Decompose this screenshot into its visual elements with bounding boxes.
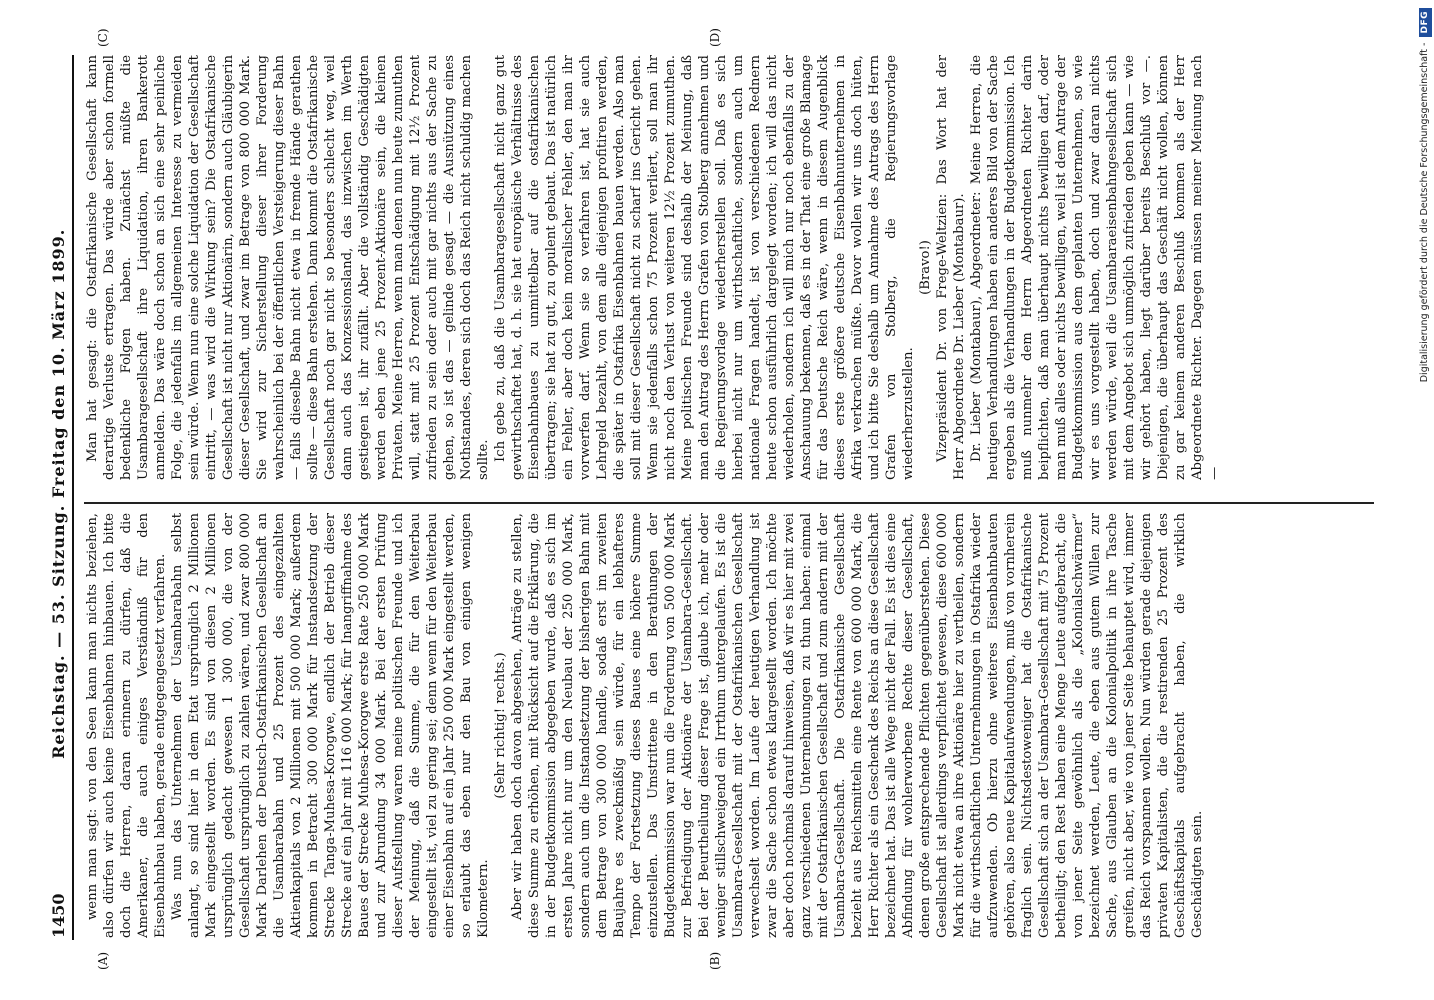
margin-mark-b: (B) xyxy=(708,951,722,970)
paragraph: Ich gebe zu, daß die Usambaragesellschaft nicht ganz gut gewirthschaftet hat, d. h. sie hat europäische Verhältnisse des Eisenbahnbaues zu unmittelbar auf die ostafrikanischen übertragen; sie hat zu gut, zu opulent gebaut. Das ist natürlich ein Fehler, aber doch kein moralischer Fehler, den man ihr vorwerfen darf. Wenn sie so verfahren ist, hat sie auch Lehrgeld bezahlt, von dem alle diejenigen profitiren werden, die später in Ostafrika Eisenbahnen bauen werden. Also man soll mit dieser Gesellschaft nicht zu scharf ins Gericht gehen. Wenn sie jedenfalls schon 75 Prozent verliert, soll man ihr nicht noch den Verlust von weiteren 12½ Prozent zumuthen. Meine politischen Freunde sind deshalb der Meinung, daß man den Antrag des Herrn Grafen von Stolberg annehmen und die Regierungsvorlage wiederherstellen soll. Daß es sich hierbei nicht nur um wirthschaftliche, sondern auch um nationale Fragen handelt, ist von verschiedenen Rednern heute schon ausführlich dargelegt worden; ich will das nicht wiederholen, sondern ich will mich nur noch ebenfalls zu der Anschauung bekennen, daß es in der That eine große Blamage für das Deutsche Reich wäre, wenn in diesem Augenblick dieses erste größere deutsche Eisenbahnunternehmen in Afrika verkrachen müßte. Davor wollen wir uns doch hüten, und ich bitte Sie deshalb um Annahme des Antrags des Herrn Grafen von Stolberg, die Regierungsvorlage wiederherzustellen. xyxy=(493,55,916,480)
header-rule xyxy=(72,55,74,940)
column-rule xyxy=(84,503,1374,505)
dfg-logo: DFG xyxy=(1419,8,1432,37)
right-column xyxy=(84,55,1384,480)
paragraph: Vizepräsident Dr. von Frege-Weltzien: Das Wort hat der Herr Abgeordnete Dr. Lieber (Montabaur). xyxy=(935,55,967,480)
interjection: (Sehr richtig! rechts.) xyxy=(493,652,508,799)
paragraph: Dr. Lieber (Montabaur), Abgeordneter: Meine Herren, die heutigen Verhandlungen haben ein anderes Bild von der Sache ergeben als die Verhandlungen in der Budgetkommission. Ich muß nunmehr dem Herrn Abgeordneten Richter darin beipflichten, daß man überhaupt nichts bewilligen darf, oder man muß alles oder nichts bewilligen, weil ist dem Antrage der Budgetkommission aus dem geplanten Unternehmen, so wie wir es uns vorgestellt haben, doch und zwar daran nichts werden würde, weil die Usambaraeisenbahngesellschaft sich mit dem Angebot sich unmöglich zufrieden geben kann — wie wir gehört haben, liegt darüber bereits Beschluß vor —. Diejenigen, die überhaupt das Geschäft nicht wollen, können zu gar keinem anderen Beschluß kommen als der Herr Abgeordnete Richter. Dagegen müssen meiner Meinung nach — xyxy=(969,55,1222,480)
credit-text: Digitalisierung gefördert durch die Deutsche Forschungsgemeinschaft - xyxy=(1419,42,1430,383)
margin-mark-a: (A) xyxy=(96,951,110,970)
paragraph: Was nun das Unternehmen der Usambarabahn selbst anlangt, so sind hier in dem Etat ursprünglich 2 Millionen Mark eingestellt worden. Es sind von diesen 2 Millionen ursprünglich gedacht gewesen 1 300 000, die von der Gesellschaft ursprünglich zu zahlen wären, und zwar 800 000 Mark Darlehen der Deutsch-Ostafrikanischen Gesellschaft an die Usambarabahn und 25 Prozent des eingezahlten Aktienkapitals von 2 Millionen mit 500 000 Mark; außerdem kommen in Betracht 300 000 Mark für Instandsetzung der Strecke Tanga-Muhesa-Korogwe, endlich der Betrieb dieser Strecke auf ein Jahr mit 116 000 Mark; für Inangriffnahme des Baues der Strecke Muhesa-Korogwe erste Rate 250 000 Mark und zur Abrundung 34 000 Mark. Bei der ersten Prüfung dieser Aufstellung waren meine politischen Freunde und ich der Meinung, daß die Summe, die für den Weiterbau eingestellt ist, viel zu gering sei; denn wenn für den Weiterbau einer Eisenbahn auf ein Jahr 250 000 Mark eingestellt werden, so erlaubt das eben nur den Bau von einigen wenigen Kilometern. xyxy=(170,513,491,938)
paragraph: Man hat gesagt: die Ostafrikanische Gesellschaft kann derartige Verluste ertragen. Das würde aber schon formell bedenkliche Folgen haben. Zunächst müßte die Usambaragesellschaft ihre Liquidation, ihren Bankerott anmelden. Das wäre doch schon an sich eine sehr peinliche Folge, die jedenfalls im allgemeinen Interesse zu vermeiden sein würde. Wenn nun eine solche Liquidation der Gesellschaft eintritt, — was wird die Wirkung sein? Die Ostafrikanische Gesellschaft ist nicht nur Aktionärin, sondern auch Gläubigerin dieser Gesellschaft, und zwar im Betrage von 800 000 Mark. Sie wird zur Sicherstellung dieser ihrer Forderung wahrscheinlich bei der öffentlichen Versteigerung dieser Bahn — falls dieselbe Bahn nicht etwa in fremde Hände gerathen sollte — diese Bahn erstehen. Dann kommt die Ostafrikanische Gesellschaft noch gar nicht so besonders schlecht weg, weil dann auch das Konzessionsland, das inzwischen im Werth gestiegen ist, ihr zufällt. Aber die vollständig Geschädigten werden eben jene 25 Prozent-Aktionäre sein, die kleinen Privaten. Meine Herren, wenn man denen nun heute zumuthen will, statt mit 25 Prozent Entschädigung mit 12½ Prozent zufrieden zu sein oder auch mit gar nichts aus der Sache zu gehen, so ist das — gelinde gesagt — die Ausnützung eines Nothstandes, deren sich doch das Reich nicht schuldig machen sollte. xyxy=(85,55,491,480)
paragraph: wenn man sagt: von den Seen kann man nichts beziehen, also dürfen wir auch keine Eisenbahnen hinbauen. Ich bitte doch die Herren, daran erinnern zu dürfen, daß die Amerikaner, die auch einiges Verständniß für den Eisenbahnbau haben, gerade entgegengesetzt verfahren. xyxy=(85,513,168,938)
interjection: (Bravo!) xyxy=(918,240,933,295)
page-number: 1450 xyxy=(49,893,68,938)
page-header xyxy=(44,58,68,938)
page-title: Reichstag. — 53. Sitzung. Freitag den 10. März 1899. xyxy=(49,228,68,759)
paragraph: Aber wir haben doch davon abgesehen, Anträge zu stellen, diese Summe zu erhöhen, mit Rücksicht auf die Erklärung, die in der Budgetkommission abgegeben wurde, daß es sich im ersten Jahre nicht nur um den Neubau der 250 000 Mark, sondern auch um die Instandsetzung der bisherigen Bahn mit dem Betrage von 300 000 handle, sodaß erst im zweiten Baujahre es zweckmäßig sein würde, für ein lebhafteres Tempo der Fortsetzung dieses Baues eine höhere Summe einzustellen. Das Umstrittene in den Berathungen der Budgetkommission war nun die Forderung von 500 000 Mark zur Befriedigung der Aktionäre der Usambara-Gesellschaft. Bei der Beurtheilung dieser Frage ist, glaube ich, mehr oder weniger stillschweigend ein Irrthum untergelaufen. Es ist die Usambara-Gesellschaft mit der Ostafrikanischen Gesellschaft verwechselt worden. Im Laufe der heutigen Verhandlung ist zwar die Sache schon etwas klargestellt worden. Ich möchte aber doch nochmals darauf hinweisen, daß wir es hier mit zwei ganz verschiedenen Unternehmungen zu thun haben: einmal mit der Ostafrikanischen Gesellschaft und zum andern mit der Usambara-Gesellschaft. Die Ostafrikanische Gesellschaft bezieht aus Reichsmitteln eine Rente von 600 000 Mark, die Herr Richter als ein Geschenk des Reichs an diese Gesellschaft bezeichnet hat. Das ist alle Wege nicht der Fall. Es ist dies eine Abfindung für wohlerworbene Rechte dieser Gesellschaft, denen große entsprechende Pflichten gegenüberstehen. Diese Gesellschaft ist allerdings verpflichtet gewesen, diese 600 000 Mark nicht etwa an ihre Aktionäre hier zu vertheilen, sondern für die wirthschaftlichen Unternehmungen in Ostafrika wieder aufzuwenden. Ob hierzu ohne weiteres Eisenbahnbauten gehören, also neue Kapitalaufwendungen, muß von vornherein fraglich sein. Nichtsdestoweniger hat die Ostafrikanische Gesellschaft sich an der Usambara-Gesellschaft mit 75 Prozent betheiligt; den Rest haben eine Menge Leute aufgebracht, die von jener Seite gewöhnlich als die „Kolonialschwärmer“ bezeichnet werden, Leute, die eben aus gutem Willen zur Sache, aus Glauben an die Kolonialpolitik in ihre Tasche greifen, nicht aber, wie von jener Seite behauptet wird, immer das Reich vorspannen wollen. Nun würden gerade diejenigen privaten Kapitalisten, die die restirenden 25 Prozent des Geschäftskapitals aufgebracht haben, die wirklich Geschädigten sein. xyxy=(510,513,1205,938)
left-column xyxy=(84,513,1384,938)
margin-mark-c: (C) xyxy=(96,28,110,47)
digitization-credit xyxy=(1418,8,1432,992)
margin-mark-d: (D) xyxy=(708,28,722,47)
